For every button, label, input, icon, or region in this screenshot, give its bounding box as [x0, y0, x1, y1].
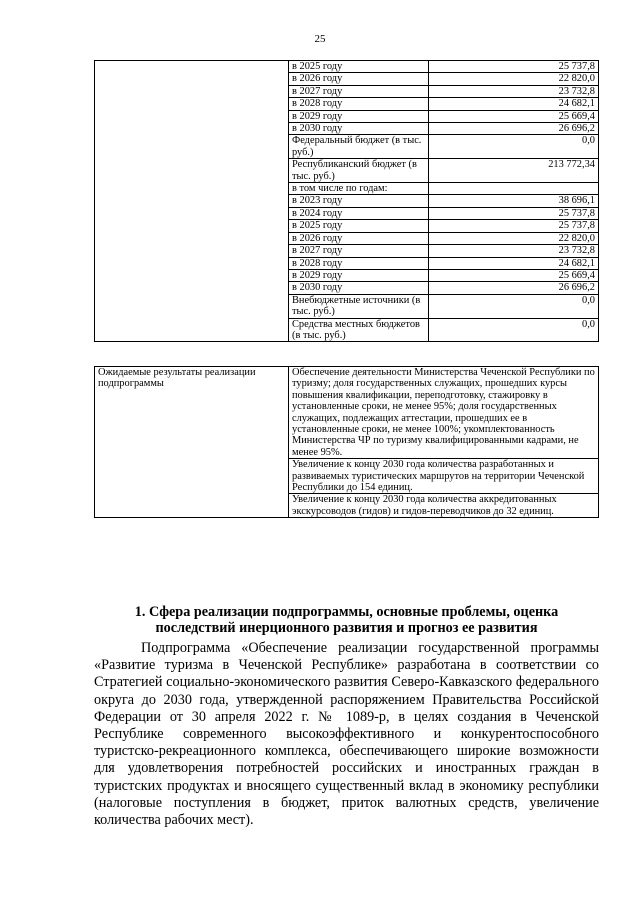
page-number: 25: [314, 33, 326, 45]
republic-budget-value: 213 772,34: [429, 159, 599, 183]
year-value: 25 737,8: [429, 207, 599, 219]
section-title-line: 1. Сфера реализации подпрограммы, основные проблемы, оценка: [134, 604, 559, 620]
year-label: в 2027 году: [289, 245, 429, 257]
table-row: [95, 367, 599, 459]
body-paragraph: Подпрограмма «Обеспечение реализации государственной программы «Развитие туризма в Чеченской Республике» разработана в соответствии со Стратегией социально-экономического развития Северо-Кавказского федерального округа до 2030 года, утвержденной распоряжением Правительства Российской Федерации от 30 апреля 2022 г. № 1089-р, в целях создания в Чеченской Республике современного высокоэффективного и конкурентоспособного туристско-рекреационного комплекса, обеспечивающего широкие возможности для удовлетворения потребностей российских и иностранных граждан в туристских продуктах и вносящего существенный вклад в экономику республики (налоговые поступления в бюджет, приток валютных средств, увеличение количества рабочих мест).: [94, 640, 599, 829]
year-label: в 2025 году: [289, 220, 429, 232]
empty-cell: [429, 183, 599, 195]
extrabudget-label: Внебюджетные источники (в тыс. руб.): [289, 294, 429, 318]
budget-table: [94, 60, 599, 342]
year-label: в 2023 году: [289, 195, 429, 207]
result-item: Увеличение к концу 2030 года количества разработанных и развиваемых туристических маршрутов на территории Чеченской Республики до 154 единиц.: [289, 459, 599, 494]
section-title: [94, 605, 599, 637]
local-budget-value: 0,0: [429, 318, 599, 342]
year-value: 23 732,8: [429, 85, 599, 97]
year-label: в 2030 году: [289, 123, 429, 135]
year-value: 24 682,1: [429, 257, 599, 269]
table-row: [95, 61, 599, 73]
result-item: Увеличение к концу 2030 года количества аккредитованных экскурсоводов (гидов) и гидов-переводчиков до 32 единиц.: [289, 494, 599, 518]
year-label: в 2026 году: [289, 73, 429, 85]
federal-budget-value: 0,0: [429, 135, 599, 159]
year-label: в 2028 году: [289, 257, 429, 269]
results-table: [94, 366, 599, 518]
year-value: 22 820,0: [429, 73, 599, 85]
year-value: 22 820,0: [429, 232, 599, 244]
year-label: в 2029 году: [289, 269, 429, 281]
financing-left-cell: [95, 61, 289, 342]
including-by-years-label: в том числе по годам:: [289, 183, 429, 195]
extrabudget-value: 0,0: [429, 294, 599, 318]
year-value: 25 669,4: [429, 269, 599, 281]
year-value: 23 732,8: [429, 245, 599, 257]
results-label: Ожидаемые результаты реализации подпрограммы: [95, 367, 289, 518]
year-label: в 2027 году: [289, 85, 429, 97]
year-value: 25 737,8: [429, 61, 599, 73]
year-value: 38 696,1: [429, 195, 599, 207]
year-label: в 2024 году: [289, 207, 429, 219]
year-value: 24 682,1: [429, 98, 599, 110]
federal-budget-label: Федеральный бюджет (в тыс. руб.): [289, 135, 429, 159]
year-label: в 2028 году: [289, 98, 429, 110]
year-label: в 2030 году: [289, 282, 429, 294]
local-budget-label: Средства местных бюджетов (в тыс. руб.): [289, 318, 429, 342]
republic-budget-label: Республиканский бюджет (в тыс. руб.): [289, 159, 429, 183]
year-value: 25 737,8: [429, 220, 599, 232]
year-label: в 2026 году: [289, 232, 429, 244]
result-item: Обеспечение деятельности Министерства Чеченской Республики по туризму; доля государственных служащих, прошедших курсы повышения квалификации, переподготовку, стажировку в установленные сроки, не менее 95%; доля государственных служащих, подлежащих аттестации, прошедших ее в установленные сроки, не менее 100%; укомплектованность Министерства ЧР по туризму квалифицированными кадрами, не менее 95%.: [289, 367, 599, 459]
year-label: в 2029 году: [289, 110, 429, 122]
year-value: 26 696,2: [429, 123, 599, 135]
year-value: 26 696,2: [429, 282, 599, 294]
section-title-line: последствий инерционного развития и прогноз ее развития: [155, 619, 538, 636]
year-label: в 2025 году: [289, 61, 429, 73]
year-value: 25 669,4: [429, 110, 599, 122]
